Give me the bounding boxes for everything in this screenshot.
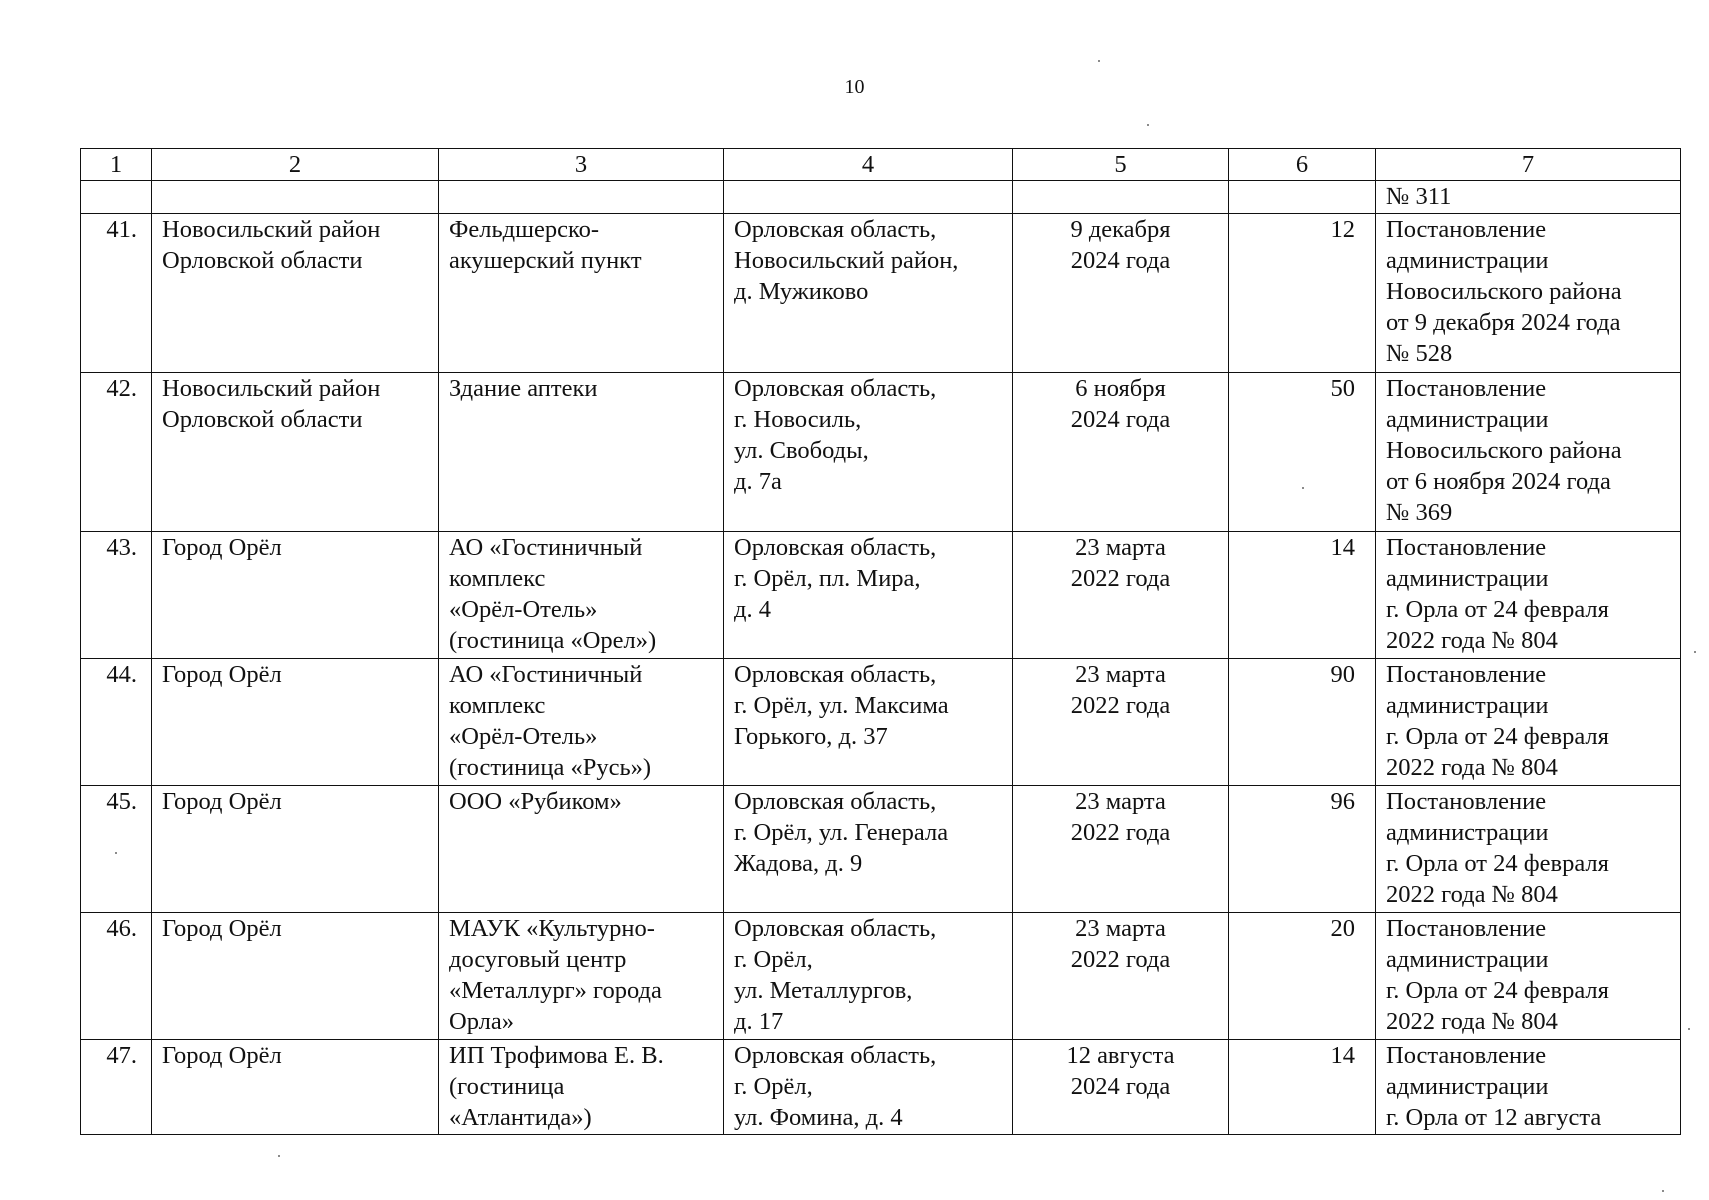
table-row	[81, 1040, 1681, 1135]
continuation-row	[81, 181, 1681, 214]
cell-date: 12 августа 2024 года	[1013, 1040, 1229, 1135]
column-header: 3	[439, 149, 724, 181]
table-row	[81, 532, 1681, 659]
row-number: 43.	[81, 532, 152, 659]
cell-address: Орловская область, Новосильский район, д. Мужиково	[724, 214, 1013, 373]
cell-district: Новосильский район Орловской области	[152, 214, 439, 373]
cell-date: 23 марта 2022 года	[1013, 659, 1229, 786]
cell	[152, 181, 439, 214]
cell-district: Город Орёл	[152, 1040, 439, 1135]
cell-district: Город Орёл	[152, 786, 439, 913]
cell-count: 14	[1229, 1040, 1376, 1135]
scan-speck	[1098, 60, 1100, 62]
cell-document: № 311	[1376, 181, 1681, 214]
table-row	[81, 659, 1681, 786]
cell-document: Постановление администрации г. Орла от 24 февраля 2022 года № 804	[1376, 659, 1681, 786]
cell-count: 12	[1229, 214, 1376, 373]
cell-object: МАУК «Культурно- досуговый центр «Металлург» города Орла»	[439, 913, 724, 1040]
cell-count: 50	[1229, 373, 1376, 532]
column-header: 7	[1376, 149, 1681, 181]
cell-date: 9 декабря 2024 года	[1013, 214, 1229, 373]
cell-address: Орловская область, г. Орёл, пл. Мира, д. 4	[724, 532, 1013, 659]
cell-district: Город Орёл	[152, 532, 439, 659]
cell-object: Фельдшерско- акушерский пункт	[439, 214, 724, 373]
page-number: 10	[844, 76, 865, 98]
column-header: 6	[1229, 149, 1376, 181]
cell-address: Орловская область, г. Орёл, ул. Фомина, д. 4	[724, 1040, 1013, 1135]
table-row	[81, 786, 1681, 913]
registry-table	[80, 148, 1681, 1135]
cell-document: Постановление администрации Новосильского района от 9 декабря 2024 года № 528	[1376, 214, 1681, 373]
scan-speck	[278, 1155, 280, 1157]
cell	[1013, 181, 1229, 214]
column-header: 1	[81, 149, 152, 181]
cell-address: Орловская область, г. Орёл, ул. Максима Горького, д. 37	[724, 659, 1013, 786]
column-header: 5	[1013, 149, 1229, 181]
cell-district: Новосильский район Орловской области	[152, 373, 439, 532]
cell-document: Постановление администрации г. Орла от 24 февраля 2022 года № 804	[1376, 786, 1681, 913]
cell-count: 20	[1229, 913, 1376, 1040]
scan-speck	[1662, 1190, 1664, 1192]
row-number: 46.	[81, 913, 152, 1040]
cell-object: ИП Трофимова Е. В. (гостиница «Атлантида»)	[439, 1040, 724, 1135]
cell-date: 6 ноября 2024 года	[1013, 373, 1229, 532]
cell-document: Постановление администрации Новосильского района от 6 ноября 2024 года № 369	[1376, 373, 1681, 532]
cell-object: АО «Гостиничный комплекс «Орёл-Отель» (гостиница «Русь»)	[439, 659, 724, 786]
scan-speck	[1147, 124, 1149, 126]
cell-date: 23 марта 2022 года	[1013, 913, 1229, 1040]
cell-object: Здание аптеки	[439, 373, 724, 532]
scan-speck	[1302, 487, 1304, 489]
cell-count: 90	[1229, 659, 1376, 786]
scan-speck	[115, 852, 117, 854]
row-number: 42.	[81, 373, 152, 532]
cell-district: Город Орёл	[152, 913, 439, 1040]
cell-document: Постановление администрации г. Орла от 24 февраля 2022 года № 804	[1376, 532, 1681, 659]
cell	[1229, 181, 1376, 214]
cell-address: Орловская область, г. Орёл, ул. Металлургов, д. 17	[724, 913, 1013, 1040]
row-number: 41.	[81, 214, 152, 373]
column-number-header-row	[81, 149, 1681, 181]
row-number: 47.	[81, 1040, 152, 1135]
cell-document: Постановление администрации г. Орла от 12 августа	[1376, 1040, 1681, 1135]
scan-speck	[1694, 651, 1696, 653]
table-row	[81, 913, 1681, 1040]
cell	[724, 181, 1013, 214]
scan-speck	[1688, 1028, 1690, 1030]
cell	[81, 181, 152, 214]
column-header: 2	[152, 149, 439, 181]
cell-object: АО «Гостиничный комплекс «Орёл-Отель» (гостиница «Орел»)	[439, 532, 724, 659]
row-number: 44.	[81, 659, 152, 786]
cell-district: Город Орёл	[152, 659, 439, 786]
row-number: 45.	[81, 786, 152, 913]
cell-address: Орловская область, г. Новосиль, ул. Свободы, д. 7а	[724, 373, 1013, 532]
cell-count: 96	[1229, 786, 1376, 913]
cell-address: Орловская область, г. Орёл, ул. Генерала Жадова, д. 9	[724, 786, 1013, 913]
cell-count: 14	[1229, 532, 1376, 659]
cell-object: ООО «Рубиком»	[439, 786, 724, 913]
cell-document: Постановление администрации г. Орла от 24 февраля 2022 года № 804	[1376, 913, 1681, 1040]
column-header: 4	[724, 149, 1013, 181]
cell-date: 23 марта 2022 года	[1013, 786, 1229, 913]
cell	[439, 181, 724, 214]
table-row	[81, 373, 1681, 532]
cell-date: 23 марта 2022 года	[1013, 532, 1229, 659]
table-row	[81, 214, 1681, 373]
